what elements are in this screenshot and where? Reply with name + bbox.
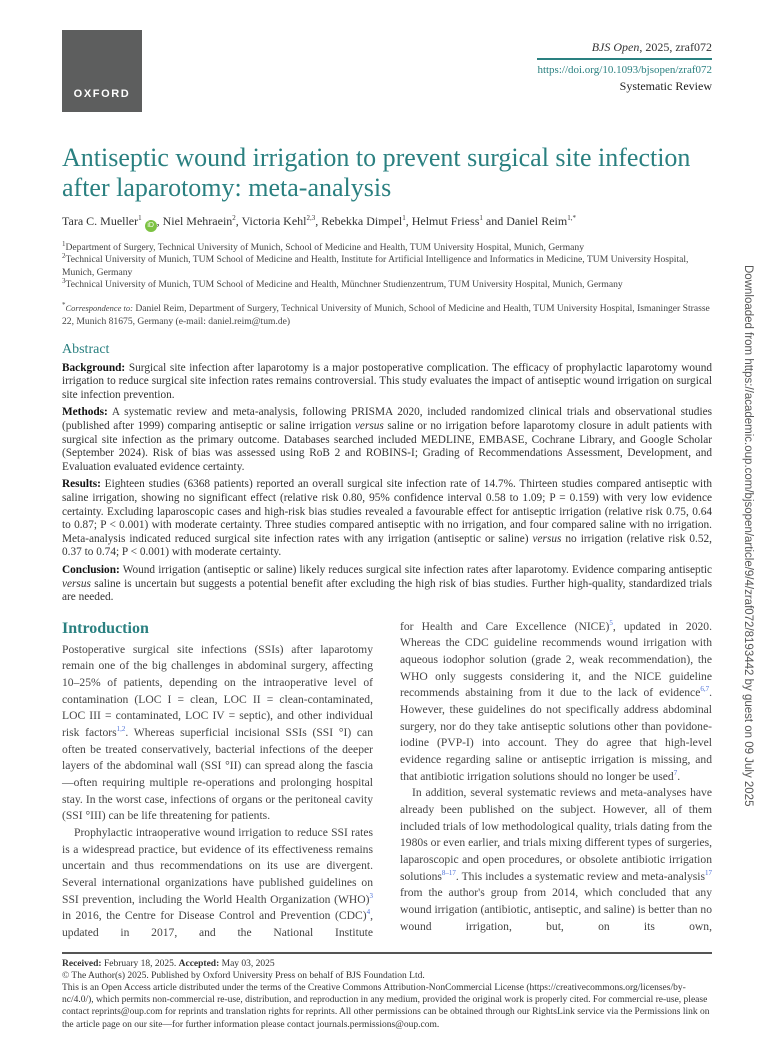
- affiliation: $^3$Technical University of Munich, TUM School of Medicine and Health, Münchner Studienzentrum, TUM University Hospital, Munich, Germany: [62, 277, 623, 291]
- superscript-reference[interactable]: 5: [609, 618, 613, 627]
- article-type: Systematic Review: [619, 79, 712, 93]
- paragraph: for Health and Care Excellence (NICE)$^5$, updated in 2020. Whereas the CDC guideline recommends wound irrigation with aqueous iodophor solution (grade 2, weak recommendation), the WHO only suggests considering it, and the NICE guideline recommends abstaining from it due to the lack of evidence$^{6,7}$. However, these guidelines do not specifically address abdominal surgery, nor do they take antiseptic solutions other than povidone-iodine (PVP-I) into account. They do agree that high-level evidence regarding saline or antiseptic irrigation is missing, and that antibiotic irrigation solutions should no longer be used$^7$.: [400, 618, 712, 783]
- superscript-reference[interactable]: 1,2: [116, 725, 126, 734]
- bold-label: Results:: [62, 478, 101, 491]
- italic-text: Correspondence to:: [65, 302, 133, 313]
- superscript-reference[interactable]: 2,3: [306, 214, 316, 222]
- superscript-reference[interactable]: 1: [138, 214, 142, 222]
- superscript-reference[interactable]: 1: [479, 214, 483, 222]
- superscript-reference[interactable]: 2: [232, 214, 236, 222]
- abstract: [62, 362, 712, 609]
- spacer: [62, 942, 712, 952]
- body-column-left: [62, 619, 373, 942]
- italic-text: versus: [62, 577, 91, 590]
- superscript-reference[interactable]: 3: [62, 277, 66, 286]
- authors-line: Tara C. Mueller$^1$ iD , Niel Mehraein$^2$, Victoria Kehl$^{2,3}$, Rebekka Dimpel$^1$, Helmut Friess$^1$ and Daniel Reim$^{1,*}$: [62, 213, 712, 232]
- superscript-reference[interactable]: 3: [369, 891, 373, 900]
- affiliation: $^1$Department of Surgery, Technical University of Munich, School of Medicine and Health, TUM University Hospital, Munich, Germany: [62, 239, 585, 253]
- download-note: Downloaded from https://academic.oup.com/bjsopen/article/9/4/zraf072/8193442 by guest on 09 July 2025: [742, 265, 754, 807]
- superscript-reference[interactable]: 6,7: [700, 685, 710, 694]
- introduction-heading: Introduction: [62, 619, 149, 637]
- bold-label: Background:: [62, 361, 126, 374]
- superscript-reference[interactable]: *: [62, 300, 66, 309]
- paragraph: In addition, several systematic reviews and meta-analyses have already been published on the subject. However, all of them included trials of low methodological quality, trials dating from the 1980s or even earlier, and trials mixing different types of surgeries, laparoscopic and open procedures, or obsolete antibiotic irrigation solutions$^{8-17}$. This includes a systematic review and meta-analysis$^{17}$ from the author's group from 2014, which concluded that any wound irrigation (antibiotic, antiseptic, and saline) is better than no wound irrigation, but, on its own,: [400, 786, 712, 933]
- abstract-conclusion: Conclusion: Wound irrigation (antiseptic or saline) likely reduces surgical site infection rates after laparotomy. Evidence comparing antiseptic versus saline is uncertain but suggests a potential benefit after excluding the high risk of bias studies. Further high-quality, standardized trials are needed.: [62, 563, 712, 604]
- bold-label: Methods:: [62, 406, 108, 419]
- license: This is an Open Access article distributed under the terms of the Creative Commons Attribution-NonCommercial License (https://creativecommons.org/licenses/by-nc/4.0/), which permits non-commercial re-use, distribution, and reproduction in any medium, provided the original work is properly cited. For commercial re-use, please contact reprints@oup.com for reprints and translation rights for reprints. All other permissions can be obtained through our RightsLink service via the Permissions link on the article page on our site—for further information please contact journals.permissions@oup.com.: [62, 982, 710, 1030]
- body-column-right: [400, 619, 712, 935]
- paragraph: Postoperative surgical site infections (SSIs) after laparotomy remain one of the big challenges in abdominal surgery, affecting 10–25% of patients, depending on the intraoperative level of contamination (LOC I = clean, LOC II = clean-contaminated, LOC III = contaminated, LOC IV = septic), and other individual risk factors$^{1,2}$. Whereas superficial incisional SSIs (SSI °I) can often be treated conservatively, bacterial infections of the deeper layers of the abdominal wall (SSI °II) can spread along the fascia—often requiring multiple re-operations and prolonging hospital stay. In the worst case, infections of organs or the peritoneal cavity (SSI °III) can be life threatening for patients.: [62, 642, 373, 823]
- article-title: Antiseptic wound irrigation to prevent surgical site infection after laparotomy: meta-analysis: [62, 143, 691, 202]
- abstract-results: Results: Eighteen studies (6368 patients) reported an overall surgical site infection rate of 14.7%. Thirteen studies compared antiseptic with saline irrigation, showing no significant effect (relative risk 0.80, 95% confidence interval 0.58 to 1.09; P = 0.159) with very low evidence certainty. Excluding laparoscopic cases and high-risk bias studies revealed a favourable effect for antiseptic irrigation (relative risk 0.75, 0.64 to 0.87; P < 0.001) with moderate certainty. Three studies compared antiseptic with no irrigation, and four compared saline with no irrigation. Meta-analysis indicated reduced surgical site infection rates with any irrigation (antiseptic or saline) versus no irrigation (relative risk 0.52, 0.37 to 0.74; P < 0.001) with moderate certainty.: [62, 478, 712, 559]
- orcid-icon[interactable]: iD: [145, 220, 157, 232]
- citation-details: , 2025, zraf072: [639, 40, 712, 54]
- superscript-reference[interactable]: 1: [402, 214, 406, 222]
- affiliations: [62, 239, 712, 292]
- article-footer: [62, 952, 712, 1031]
- superscript-reference[interactable]: 1: [62, 239, 66, 248]
- affiliation: $^2$Technical University of Munich, TUM School of Medicine and Health, Institute for Artificial Intelligence and Informatics in Medicine, TUM University Hospital, Munich, Germany: [62, 252, 689, 278]
- bold-label: Conclusion:: [62, 563, 120, 576]
- dates: Received: February 18, 2025. Accepted: May 03, 2025: [62, 958, 275, 969]
- logo-text: OXFORD: [73, 88, 131, 100]
- correspondence-text: *Correspondence to: Daniel Reim, Department of Surgery, Technical University of Munich, School of Medicine and Health, TUM University Hospital, Ismaninger Strasse 22, Munich 81675, Germany (e-mail: daniel.reim@tum.de): [62, 300, 710, 327]
- superscript-reference[interactable]: 7: [673, 768, 678, 777]
- superscript-reference[interactable]: 2: [62, 252, 66, 261]
- italic-text: versus: [532, 532, 562, 545]
- superscript-reference[interactable]: 17: [705, 868, 712, 877]
- copyright: © The Author(s) 2025. Published by Oxford University Press on behalf of BJS Foundation Ltd.: [62, 970, 425, 981]
- superscript-reference[interactable]: 4: [366, 908, 371, 917]
- correspondence: [62, 302, 712, 328]
- abstract-background: Background: Surgical site infection after laparotomy is a major postoperative complication. The efficacy of prophylactic laparotomy wound irrigation to reduce surgical site infection rates remains controversial. This study evaluates the impact of antiseptic wound irrigation on surgical site infection prevention.: [62, 361, 712, 401]
- superscript-reference[interactable]: 8–17: [441, 868, 456, 877]
- journal-name: BJS Open: [591, 40, 640, 54]
- bold-label: Accepted:: [178, 958, 220, 969]
- abstract-methods: Methods: A systematic review and meta-analysis, following PRISMA 2020, included randomized clinical trials and observational studies (published after 1999) comparing antiseptic or saline irrigation versus saline or no irrigation before laparotomy closure in adult patients with surgical site infection as the primary outcome. Databases searched included MEDLINE, EMBASE, Cochrane Library, and Google Scholar (September 2024). Risk of bias was assessed using RoB 2 and ROBINS-I; Grading of Recommendations Assessment, Development, and Evaluation evaluated evidence certainty.: [62, 406, 712, 473]
- abstract-heading: Abstract: [62, 341, 110, 357]
- body-columns: [62, 619, 712, 942]
- superscript-reference[interactable]: 1,*: [567, 214, 576, 222]
- author-list: [62, 213, 712, 232]
- italic-text: versus: [354, 420, 384, 432]
- paragraph: Prophylactic intraoperative wound irrigation to reduce SSI rates is a widespread practice, but evidence of its effectiveness remains uncertain and thus recommendations on its use are divergent. Several international organizations have published guidelines on SSI prevention, including the World Health Organization (WHO)$^3$ in 2016, the Centre for Disease Control and Prevention (CDC)$^4$, updated in 2017, and the National Institute: [62, 825, 373, 939]
- doi-link[interactable]: https://doi.org/10.1093/bjsopen/zraf072: [537, 64, 712, 76]
- bold-label: Received:: [62, 958, 102, 969]
